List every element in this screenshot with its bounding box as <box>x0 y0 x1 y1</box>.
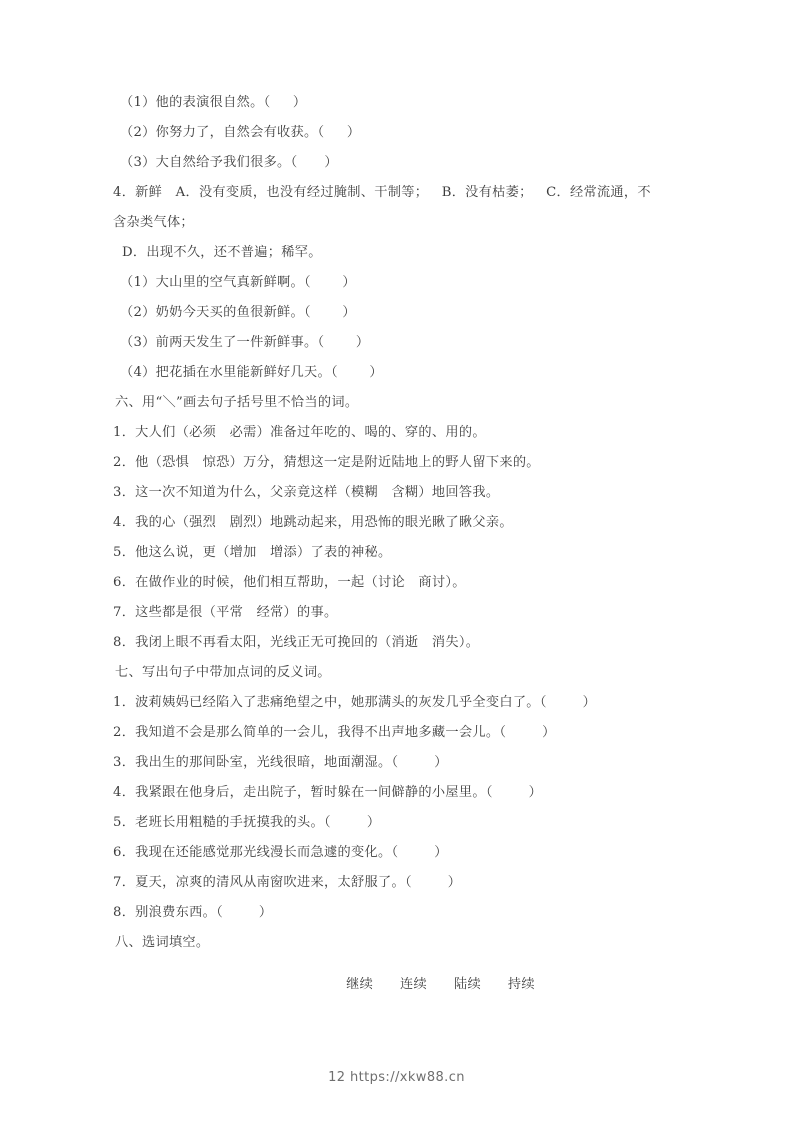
s7-q3: 3．我出生的那间卧室，光线很暗，地面潮湿。（ ） <box>113 755 448 770</box>
s7-q2: 2．我知道不会是那么简单的一会儿，我得不出声地多藏一会儿。（ ） <box>113 725 556 740</box>
q4-optD: D．出现不久，还不普遍；稀罕。 <box>122 245 322 260</box>
q3-sub1: （1）他的表演很自然。（ ） <box>120 95 307 110</box>
q3-sub3: （3）大自然给予我们很多。（ ） <box>120 155 338 170</box>
s7-q6: 6．我现在还能感觉那光线漫长而急遽的变化。（ ） <box>113 845 448 860</box>
q4-stem-cont: 含杂类气体； <box>113 215 194 230</box>
s7-q7: 7．夏天，凉爽的清风从南窗吹进来，太舒服了。（ ） <box>113 875 462 890</box>
s6-q3: 3．这一次不知道为什么，父亲竟这样（模糊 含糊）地回答我。 <box>113 485 500 500</box>
section-7-heading: 七、写出句子中带加点词的反义词。 <box>115 665 331 680</box>
section-6-heading: 六、用“＼”画去句子括号里不恰当的词。 <box>115 395 359 410</box>
s6-q1: 1．大人们（必须 必需）准备过年吃的、喝的、穿的、用的。 <box>113 425 486 440</box>
s6-q8: 8．我闭上眼不再看太阳，光线正无可挽回的（消逝 消失）。 <box>113 635 480 650</box>
section-8-heading: 八、选词填空。 <box>115 935 210 950</box>
q4-sub4: （4）把花插在水里能新鲜好几天。（ ） <box>120 365 383 380</box>
page-footer-watermark: 12 https://xkw88.cn <box>328 1070 465 1085</box>
worksheet-content <box>113 88 688 958</box>
word-bank: 继续 连续 陆续 持续 <box>346 977 535 992</box>
q4-sub3: （3）前两天发生了一件新鲜事。（ ） <box>120 335 370 350</box>
s6-q2: 2．他（恐惧 惊恐）万分，猜想这一定是附近陆地上的野人留下来的。 <box>113 455 540 470</box>
q4-sub1: （1）大山里的空气真新鲜啊。（ ） <box>120 275 356 290</box>
q4-stem: 4．新鲜 A．没有变质，也没有经过腌制、干制等； B．没有枯萎； C．经常流通，不 <box>113 185 651 200</box>
s6-q6: 6．在做作业的时候，他们相互帮助，一起（讨论 商讨）。 <box>113 575 466 590</box>
s6-q5: 5．他这么说，更（增加 增添）了表的神秘。 <box>113 545 392 560</box>
s7-q5: 5．老班长用粗糙的手抚摸我的头。（ ） <box>113 815 381 830</box>
q4-sub2: （2）奶奶今天买的鱼很新鲜。（ ） <box>120 305 356 320</box>
s7-q1: 1．波莉姨妈已经陷入了悲痛绝望之中，她那满头的灰发几乎全变白了。（ ） <box>113 695 597 710</box>
s7-q4: 4．我紧跟在他身后，走出院子，暂时躲在一间僻静的小屋里。（ ） <box>113 785 543 800</box>
q3-sub2: （2）你努力了，自然会有收获。（ ） <box>120 125 361 140</box>
s7-q8: 8．别浪费东西。（ ） <box>113 905 273 920</box>
s6-q4: 4．我的心（强烈 剧烈）地跳动起来，用恐怖的眼光瞅了瞅父亲。 <box>113 515 513 530</box>
s6-q7: 7．这些都是很（平常 经常）的事。 <box>113 605 338 620</box>
